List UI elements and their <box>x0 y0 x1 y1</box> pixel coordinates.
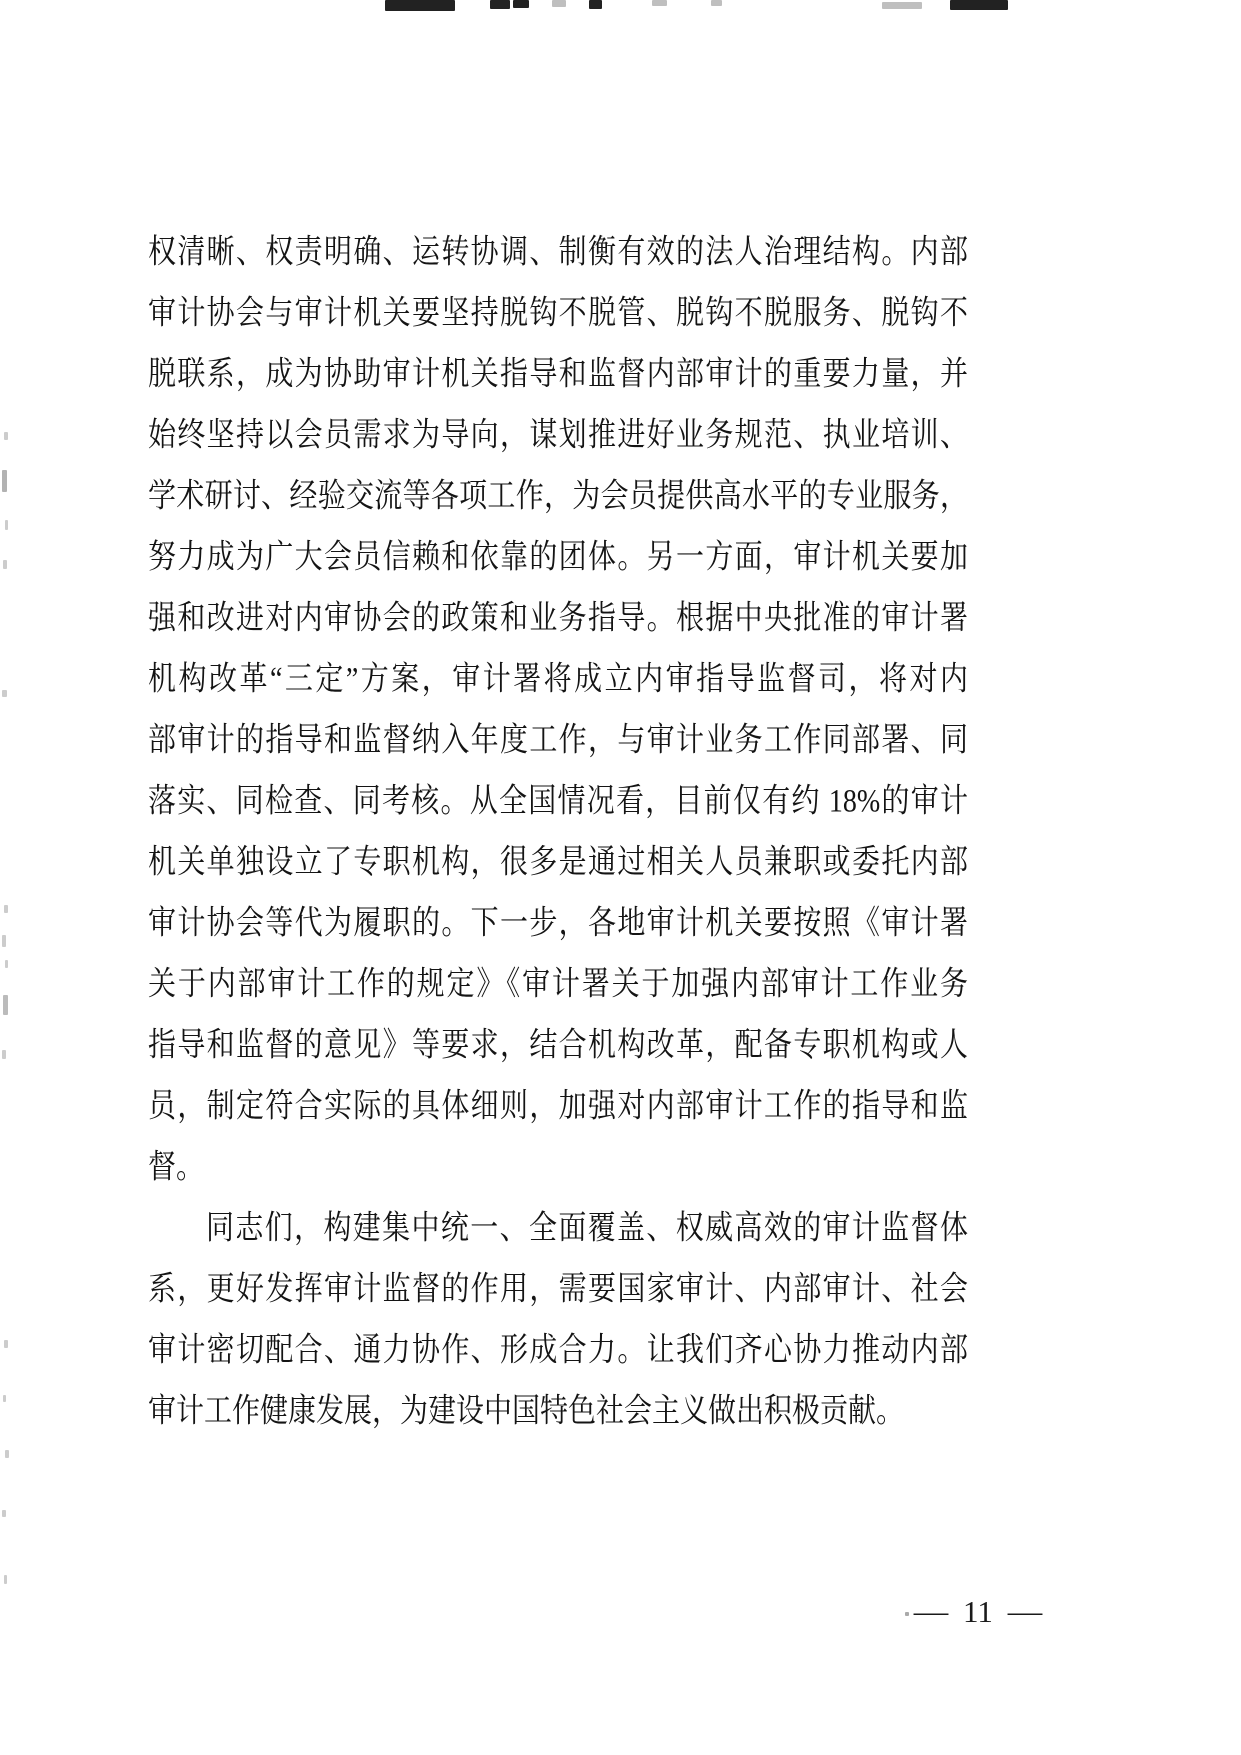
footer-left-dash: — <box>913 1595 949 1628</box>
scan-artifact <box>589 0 602 9</box>
page-footer <box>913 1594 1043 1630</box>
scan-artifact <box>652 0 667 6</box>
scan-speck <box>4 1340 8 1348</box>
document-body <box>148 222 968 1442</box>
text-line: 审计工作健康发展，为建设中国特色社会主义做出积极贡献。 <box>148 1393 905 1430</box>
scan-speck <box>5 960 8 968</box>
text-line: 审计协会等代为履职的。下一步，各地审计机关要按照《审计署 <box>148 905 968 942</box>
scan-speck <box>5 1450 9 1458</box>
scan-artifact <box>552 0 566 7</box>
footer-right-dash: — <box>1007 1595 1043 1628</box>
text-line: 强和改进对内审协会的政策和业务指导。根据中央批准的审计署 <box>148 600 968 637</box>
text-line: 员，制定符合实际的具体细则，加强对内部审计工作的指导和监 <box>148 1088 968 1125</box>
scan-artifact <box>950 0 1008 10</box>
scan-artifact <box>882 2 922 9</box>
text-line: 始终坚持以会员需求为导向，谋划推进好业务规范、执业培训、 <box>148 417 968 454</box>
text-line: 脱联系，成为协助审计机关指导和监督内部审计的重要力量，并 <box>148 356 968 393</box>
text-line: 权清晰、权责明确、运转协调、制衡有效的法人治理结构。内部 <box>148 234 968 271</box>
text-line: 系，更好发挥审计监督的作用，需要国家审计、内部审计、社会 <box>148 1271 968 1308</box>
scan-artifact <box>490 0 510 9</box>
scan-speck <box>2 935 6 947</box>
scan-speck <box>3 560 7 569</box>
text-line: 关于内部审计工作的规定》《审计署关于加强内部审计工作业务 <box>148 966 968 1003</box>
text-line: 努力成为广大会员信赖和依靠的团体。另一方面，审计机关要加 <box>148 539 968 576</box>
scan-speck <box>4 432 8 440</box>
text-line: 审计密切配合、通力协作、形成合力。让我们齐心协力推动内部 <box>148 1332 968 1369</box>
text-line: 机关单独设立了专职机构，很多是通过相关人员兼职或委托内部 <box>148 844 968 881</box>
scan-artifact <box>513 0 529 8</box>
scan-artifact <box>385 0 455 11</box>
scan-speck <box>2 470 7 492</box>
text-line: 部审计的指导和监督纳入年度工作，与审计业务工作同部署、同 <box>148 722 968 759</box>
scan-speck <box>2 1050 6 1059</box>
text-line: 机构改革“三定”方案，审计署将成立内审指导监督司，将对内 <box>148 661 968 698</box>
text-line: 审计协会与审计机关要坚持脱钩不脱管、脱钩不脱服务、脱钩不 <box>148 295 968 332</box>
page-number: 11 <box>963 1594 993 1629</box>
scan-speck <box>2 690 7 697</box>
scan-speck <box>4 905 8 913</box>
scan-artifact <box>711 0 722 6</box>
scan-speck <box>5 520 8 530</box>
scan-speck <box>3 1395 6 1402</box>
scan-speck <box>3 995 8 1015</box>
text-line: 落实、同检查、同考核。从全国情况看，目前仅有约 18%的审计 <box>148 783 968 820</box>
text-line: 指导和监督的意见》等要求，结合机构改革，配备专职机构或人 <box>148 1027 968 1064</box>
scan-speck <box>905 1612 909 1616</box>
text-line: 同志们，构建集中统一、全面覆盖、权威高效的审计监督体 <box>206 1210 968 1247</box>
scan-speck <box>2 1510 6 1517</box>
text-line: 督。 <box>148 1149 205 1186</box>
text-line: 学术研讨、经验交流等各项工作，为会员提供高水平的专业服务， <box>148 478 968 515</box>
scan-speck <box>4 1575 7 1584</box>
